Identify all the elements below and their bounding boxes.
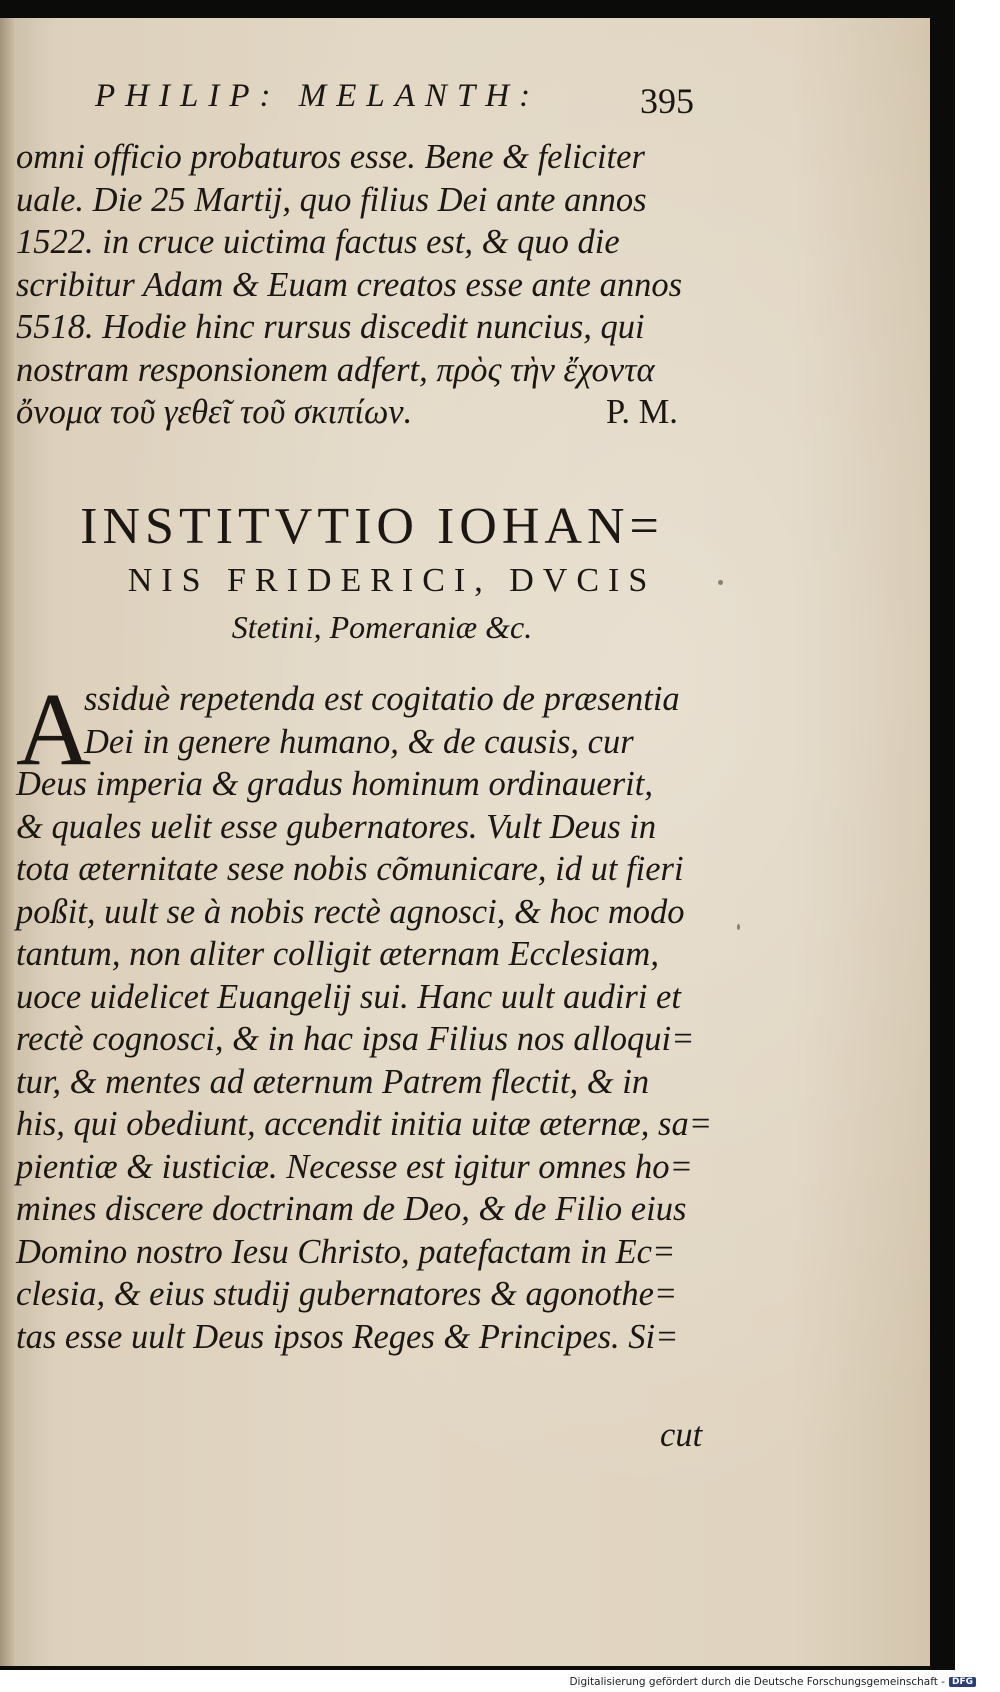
text-line: clesia, & eius studij gubernatores & agonothe= bbox=[16, 1275, 678, 1313]
credit-text: Digitalisierung gefördert durch die Deutsche Forschungsgemeinschaft - bbox=[569, 1676, 945, 1688]
text-line: tas esse uult Deus ipsos Reges & Principes. Si= bbox=[16, 1317, 679, 1356]
text-line: tota æternitate sese nobis cõmunicare, id ut fieri bbox=[16, 850, 684, 888]
text-line: tantum, non aliter colligit æternam Ecclesiam, bbox=[16, 935, 659, 973]
page-gutter-shadow bbox=[0, 18, 14, 1666]
book-page bbox=[0, 18, 930, 1666]
title-line-2: NIS FRIDERICI, DVCIS bbox=[127, 562, 657, 599]
body-text bbox=[16, 672, 716, 1358]
page-number: 395 bbox=[640, 81, 694, 121]
text-line: 5518. Hodie hinc rursus discedit nuncius, qui bbox=[16, 308, 645, 346]
drop-cap: A bbox=[16, 672, 92, 787]
running-head: PHILIP: MELANTH: bbox=[95, 78, 541, 114]
text-line: nostram responsionem adfert, πρὸς τὴν ἔχοντα bbox=[16, 350, 655, 389]
text-line: omni officio probaturos esse. Bene & feliciter bbox=[16, 138, 645, 176]
author-signature: P. M. bbox=[606, 393, 678, 431]
text-line: uale. Die 25 Martij, quo filius Dei ante annos bbox=[16, 180, 647, 219]
text-line: Dei in genere humano, & de causis, cur bbox=[84, 722, 634, 761]
text-line: poßit, uult se à nobis rectè agnosci, & hoc modo bbox=[16, 892, 685, 931]
digitization-credit bbox=[569, 1676, 976, 1688]
text-line: rectè cognosci, & in hac ipsa Filius nos alloqui= bbox=[16, 1020, 695, 1058]
catchword: cut bbox=[660, 1416, 703, 1454]
previous-letter-text bbox=[16, 136, 706, 434]
text-line: & quales uelit esse gubernatores. Vult Deus in bbox=[16, 807, 657, 846]
section-title bbox=[22, 496, 722, 650]
text-line: uoce uidelicet Euangelij sui. Hanc uult audiri et bbox=[16, 977, 681, 1016]
paper-speck bbox=[718, 580, 723, 585]
text-line: ssiduè repetenda est cogitatio de præsentia bbox=[84, 680, 680, 718]
paper-speck bbox=[737, 924, 740, 930]
text-line: Deus imperia & gradus hominum ordinauerit, bbox=[16, 765, 653, 803]
text-line: tur, & mentes ad æternum Patrem flectit, & in bbox=[16, 1062, 650, 1101]
text-line: his, qui obediunt, accendit initia uitæ æternæ, sa= bbox=[16, 1105, 713, 1143]
text-line: 1522. in cruce uictima factus est, & quo die bbox=[16, 223, 620, 261]
text-line: scribitur Adam & Euam creatos esse ante annos bbox=[16, 265, 682, 304]
dfg-logo: DFG bbox=[949, 1677, 976, 1687]
text-line-with-signature bbox=[16, 391, 706, 434]
text-line: Domino nostro Iesu Christo, patefactam in Ec= bbox=[16, 1232, 676, 1271]
title-line-3: Stetini, Pomeraniæ &c. bbox=[231, 609, 533, 645]
title-line-1: INSTITVTIO IOHAN= bbox=[80, 498, 664, 555]
text-line: mines discere doctrinam de Deo, & de Filio eius bbox=[16, 1190, 687, 1228]
greek-closing-line: ὄνομα τοῦ γεθεῖ τοῦ σκιπίων. bbox=[16, 393, 413, 431]
text-line: pientiæ & iusticiæ. Necesse est igitur omnes ho= bbox=[16, 1147, 693, 1186]
